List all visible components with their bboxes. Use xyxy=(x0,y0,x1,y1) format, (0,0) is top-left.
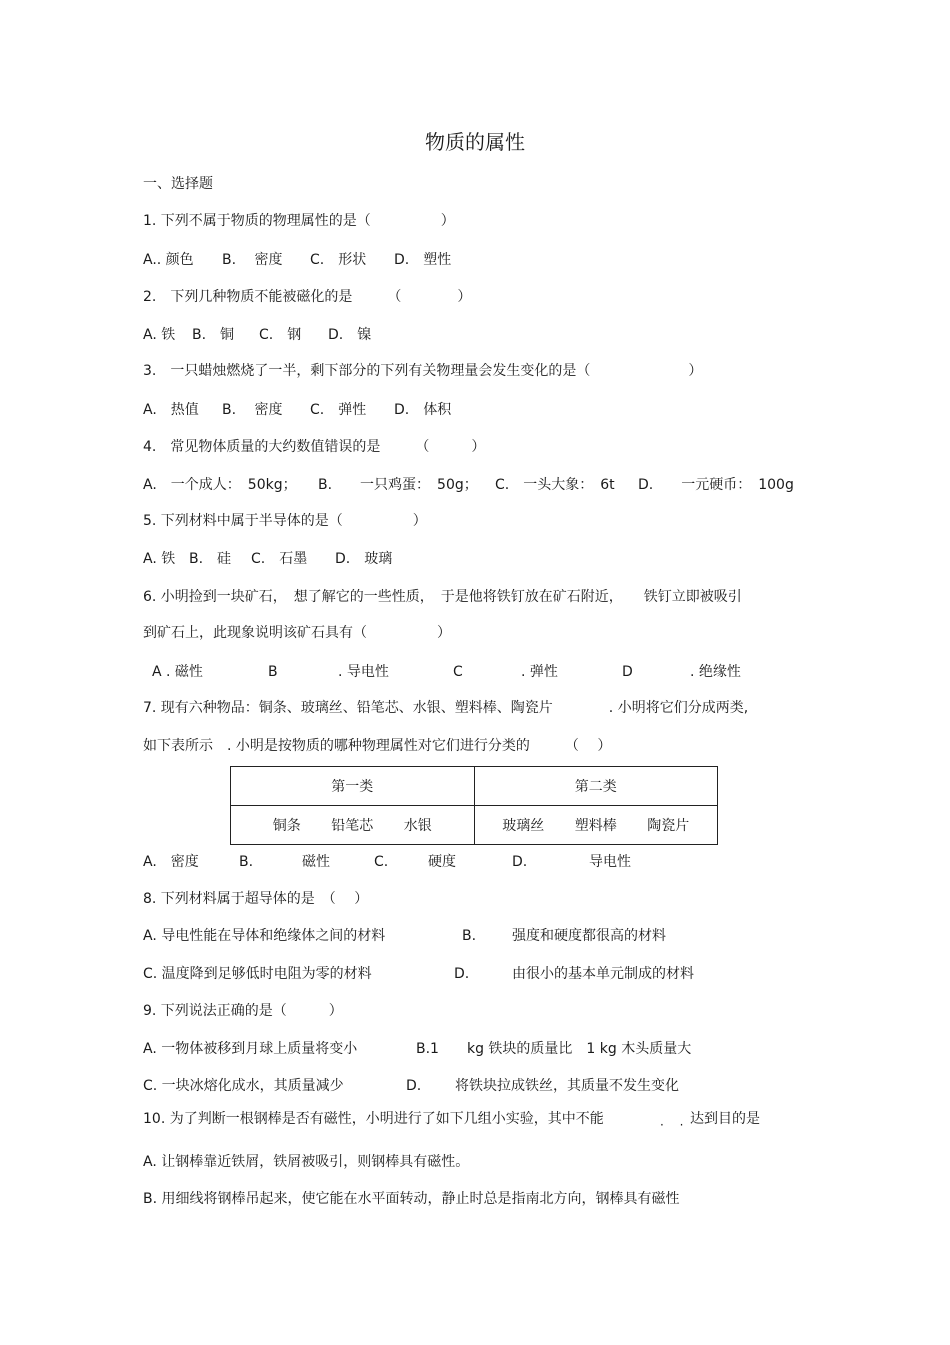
document-title: 物质的属性 xyxy=(425,130,525,154)
question-6-option-b: . 导电性 xyxy=(338,664,389,680)
question-8-option-d: 由很小的基本单元制成的材料 xyxy=(512,966,694,982)
question-8-option-b: 强度和硬度都很高的材料 xyxy=(512,928,666,944)
question-2-stem: 2. 下列几种物质不能被磁化的是 （ ） xyxy=(143,289,472,305)
question-4-option-c: C. 一头大象： 6t xyxy=(495,477,615,493)
question-6-option-a: A . 磁性 xyxy=(152,664,203,680)
question-6-stem-line1: 6. 小明捡到一块矿石， 想了解它的一些性质， 于是他将铁钉放在矿石附近， 铁钉立即被吸引 xyxy=(143,589,742,605)
question-1-option-c: C. 形状 xyxy=(310,252,367,268)
question-10-option-b: B. 用细线将钢棒吊起来，使它能在水平面转动，静止时总是指南北方向，钢棒具有磁性 xyxy=(143,1191,680,1207)
question-6-option-b-label: B xyxy=(268,664,278,680)
table-header-group-1: 第一类 xyxy=(231,767,475,806)
question-10-stem-tail: 达到目的是 xyxy=(690,1111,760,1127)
question-5-option-c: C. 石墨 xyxy=(251,551,308,567)
question-9-option-a: A. 一物体被移到月球上质量将变小 xyxy=(143,1041,358,1057)
question-6-option-d: . 绝缘性 xyxy=(690,664,741,680)
table-item: 陶瓷片 xyxy=(647,818,690,834)
question-3-option-b: B. 密度 xyxy=(222,402,283,418)
classification-table xyxy=(230,766,718,845)
question-1-stem: 1. 下列不属于物质的物理属性的是（ ） xyxy=(143,213,455,229)
question-7-option-c: 硬度 xyxy=(428,854,456,870)
question-3-option-a: A. 热值 xyxy=(143,402,199,418)
question-5-option-b: B. 硅 xyxy=(189,551,232,567)
question-4-stem: 4. 常见物体质量的大约数值错误的是 （ ） xyxy=(143,439,486,455)
question-9-stem: 9. 下列说法正确的是（ ） xyxy=(143,1003,343,1019)
table-item: 铜条 xyxy=(272,818,301,834)
question-4-option-b: B. 一只鸡蛋： 50g； xyxy=(318,477,478,493)
question-9-option-d-label: D. xyxy=(406,1078,422,1094)
table-item: 水银 xyxy=(403,818,432,834)
table-cell-group-2 xyxy=(474,806,718,845)
question-7-stem-line1: 7. 现有六种物品：铜条、玻璃丝、铅笔芯、水银、塑料棒、陶瓷片 . 小明将它们分成两类, xyxy=(143,700,749,716)
question-7-stem-line2: 如下表所示 . 小明是按物质的哪种物理属性对它们进行分类的 （ ） xyxy=(143,738,612,754)
emphasis-dots: · · xyxy=(660,1118,690,1132)
question-1-option-d: D. 塑性 xyxy=(394,252,452,268)
question-1-option-b: B. 密度 xyxy=(222,252,283,268)
question-6-stem-line2: 到矿石上，此现象说明该矿石具有（ ） xyxy=(143,625,451,641)
question-6-option-c: . 弹性 xyxy=(521,664,558,680)
question-7-option-b: 磁性 xyxy=(302,854,330,870)
section-heading: 一、选择题 xyxy=(143,176,213,192)
question-8-stem: 8. 下列材料属于超导体的是 （ ） xyxy=(143,891,369,907)
table-cell-group-1 xyxy=(231,806,475,845)
question-8-option-c: C. 温度降到足够低时电阻为零的材料 xyxy=(143,966,372,982)
question-8-option-b-label: B. xyxy=(462,928,477,944)
table-header-group-2: 第二类 xyxy=(474,767,718,806)
question-5-stem: 5. 下列材料中属于半导体的是（ ） xyxy=(143,513,427,529)
question-9-option-d: 将铁块拉成铁丝，其质量不发生变化 xyxy=(455,1078,679,1094)
question-4-option-d: D. 一元硬币： 100g xyxy=(638,477,794,493)
table-item: 塑料棒 xyxy=(574,818,617,834)
question-10-option-a: A. 让钢棒靠近铁屑，铁屑被吸引，则钢棒具有磁性。 xyxy=(143,1154,470,1170)
question-7-option-d: 导电性 xyxy=(589,854,631,870)
table-item: 玻璃丝 xyxy=(502,818,545,834)
question-2-option-d: D. 镍 xyxy=(328,327,372,343)
question-8-option-d-label: D. xyxy=(454,966,470,982)
question-3-option-c: C. 弹性 xyxy=(310,402,367,418)
question-10-stem: 10. 为了判断一根钢棒是否有磁性，小明进行了如下几组小实验，其中不能 xyxy=(143,1111,604,1127)
question-6-option-d-label: D xyxy=(622,664,633,680)
question-7-option-d-label: D. xyxy=(512,854,528,870)
question-7-option-b-label: B. xyxy=(239,854,254,870)
question-7-option-a: A. 密度 xyxy=(143,854,199,870)
question-5-option-a: A. 铁 xyxy=(143,551,176,567)
question-3-option-d: D. 体积 xyxy=(394,402,452,418)
question-4-option-a: A. 一个成人： 50kg； xyxy=(143,477,297,493)
question-2-option-b: B. 铜 xyxy=(192,327,235,343)
question-5-option-d: D. 玻璃 xyxy=(335,551,393,567)
question-2-option-a: A. 铁 xyxy=(143,327,176,343)
table-item: 铅笔芯 xyxy=(331,818,374,834)
question-8-option-a: A. 导电性能在导体和绝缘体之间的材料 xyxy=(143,928,386,944)
question-3-stem: 3. 一只蜡烛燃烧了一半，剩下部分的下列有关物理量会发生变化的是（ ） xyxy=(143,363,703,379)
question-9-option-b: B.1 kg 铁块的质量比 1 kg 木头质量大 xyxy=(416,1041,692,1057)
question-1-option-a: A.. 颜色 xyxy=(143,252,194,268)
question-7-option-c-label: C. xyxy=(374,854,389,870)
question-2-option-c: C. 钢 xyxy=(259,327,302,343)
question-6-option-c-label: C xyxy=(453,664,463,680)
question-9-option-c: C. 一块冰熔化成水，其质量减少 xyxy=(143,1078,344,1094)
